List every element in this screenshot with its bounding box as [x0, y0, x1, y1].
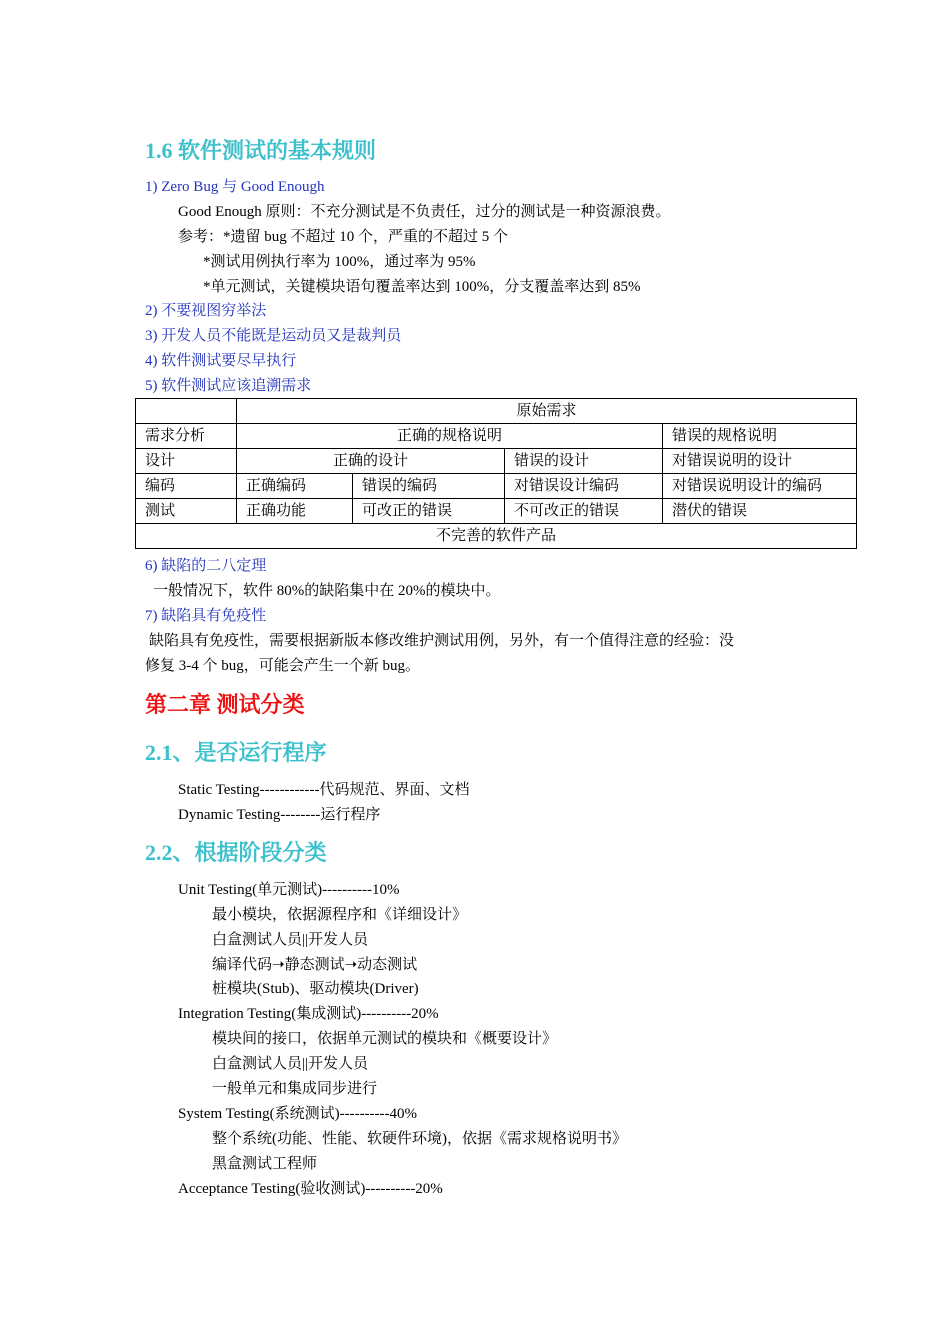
table-row	[136, 524, 857, 549]
table-stage-cell: 需求分析	[136, 424, 237, 449]
table-footer-cell: 不完善的软件产品	[136, 524, 857, 549]
table-cell: 正确的规格说明	[237, 424, 663, 449]
table-cell: 对错误说明的设计	[663, 449, 857, 474]
table-header-cell: 原始需求	[237, 399, 857, 424]
list-item: 一般单元和集成同步进行	[212, 1081, 378, 1097]
table-cell: 对错误说明设计的编码	[663, 474, 857, 499]
static-testing-line: Static Testing------------代码规范、界面、文档	[178, 782, 470, 798]
table-row	[136, 449, 857, 474]
rule-4-heading: 4) 软件测试要尽早执行	[145, 353, 297, 369]
table-row	[136, 424, 857, 449]
list-item: 编译代码➝静态测试➝动态测试	[212, 957, 418, 973]
reference-line-2: *测试用例执行率为 100%，通过率为 95%	[203, 254, 476, 270]
section-2-1-title: 2.1、是否运行程序	[145, 740, 327, 765]
list-item: 白盒测试人员||开发人员	[212, 932, 369, 948]
reference-line-1: 参考：*遗留 bug 不超过 10 个，严重的不超过 5 个	[178, 229, 509, 245]
table-cell: 正确功能	[237, 499, 353, 524]
list-item: 黑盒测试工程师	[212, 1156, 318, 1172]
rule-5-heading: 5) 软件测试应该追溯需求	[145, 378, 312, 394]
table-cell	[136, 399, 237, 424]
table-cell: 错误的设计	[505, 449, 663, 474]
rule-7-heading: 7) 缺陷具有免疫性	[145, 608, 267, 624]
table-cell: 不可改正的错误	[505, 499, 663, 524]
table-cell: 对错误设计编码	[505, 474, 663, 499]
rule-2-heading: 2) 不要视图穷举法	[145, 303, 267, 319]
table-row	[136, 499, 857, 524]
dynamic-testing-line: Dynamic Testing--------运行程序	[178, 807, 381, 823]
list-item: 白盒测试人员||开发人员	[212, 1056, 369, 1072]
list-item: 最小模块，依据源程序和《详细设计》	[212, 907, 468, 923]
table-row	[136, 399, 857, 424]
list-item: 整个系统(功能、性能、软硬件环境)，依据《需求规格说明书》	[212, 1131, 627, 1147]
table-cell: 潜伏的错误	[663, 499, 857, 524]
section-2-2-title: 2.2、根据阶段分类	[145, 840, 327, 865]
requirements-trace-table	[135, 398, 857, 549]
acceptance-testing-label: Acceptance Testing(验收测试)----------20%	[178, 1181, 443, 1197]
table-row	[136, 474, 857, 499]
rule-6-heading: 6) 缺陷的二八定理	[145, 558, 267, 574]
table-stage-cell: 编码	[136, 474, 237, 499]
rule-6-text: 一般情况下，软件 80%的缺陷集中在 20%的模块中。	[153, 583, 501, 599]
table-cell: 正确的设计	[237, 449, 505, 474]
integration-testing-label: Integration Testing(集成测试)----------20%	[178, 1006, 439, 1022]
table-cell: 错误的编码	[353, 474, 505, 499]
table-cell: 错误的规格说明	[663, 424, 857, 449]
rule-1-heading: 1) Zero Bug 与 Good Enough	[145, 179, 325, 195]
list-item: 桩模块(Stub)、驱动模块(Driver)	[212, 981, 419, 997]
chapter-title: 第二章 测试分类	[145, 692, 305, 717]
system-testing-label: System Testing(系统测试)----------40%	[178, 1106, 418, 1122]
list-item: 模块间的接口，依据单元测试的模块和《概要设计》	[212, 1031, 558, 1047]
table-stage-cell: 设计	[136, 449, 237, 474]
unit-testing-label: Unit Testing(单元测试)----------10%	[178, 882, 400, 898]
table-cell: 可改正的错误	[353, 499, 505, 524]
section-title: 1.6 软件测试的基本规则	[145, 138, 377, 163]
rule-7-text-2: 修复 3-4 个 bug，可能会产生一个新 bug。	[145, 658, 420, 674]
rule-7-text-1: 缺陷具有免疫性，需要根据新版本修改维护测试用例，另外，有一个值得注意的经验：没	[149, 633, 735, 649]
good-enough-principle: Good Enough 原则：不充分测试是不负责任，过分的测试是一种资源浪费。	[178, 204, 671, 220]
reference-line-3: *单元测试，关键模块语句覆盖率达到 100%，分支覆盖率达到 85%	[203, 279, 641, 295]
rule-3-heading: 3) 开发人员不能既是运动员又是裁判员	[145, 328, 402, 344]
table-stage-cell: 测试	[136, 499, 237, 524]
table-cell: 正确编码	[237, 474, 353, 499]
